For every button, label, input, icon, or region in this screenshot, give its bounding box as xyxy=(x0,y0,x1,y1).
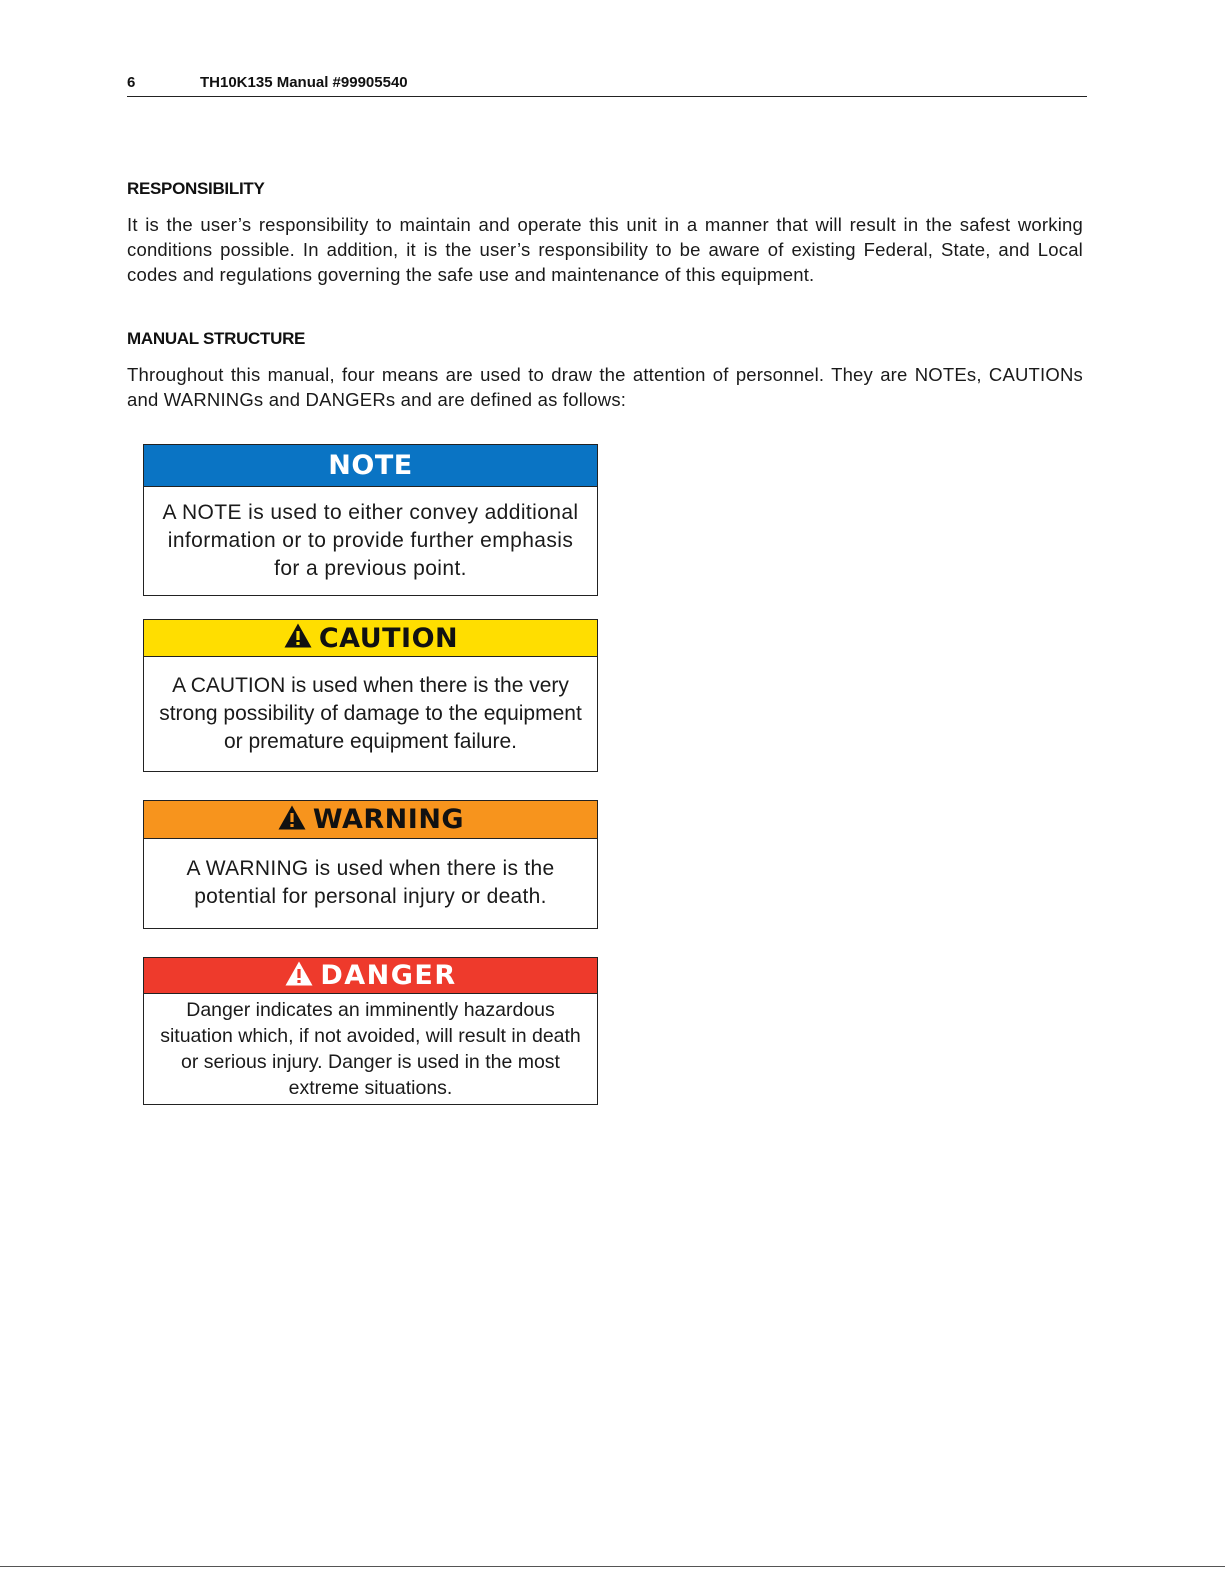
caution-notice xyxy=(143,619,598,772)
note-notice xyxy=(143,444,598,596)
bottom-divider xyxy=(0,1566,1225,1567)
warning-triangle-icon xyxy=(283,622,313,656)
note-text: A NOTE is used to either convey additional information or to provide further emphasis for a previous point. xyxy=(162,500,579,580)
danger-notice xyxy=(143,957,598,1105)
page-header xyxy=(127,72,1087,97)
caution-text: A CAUTION is used when there is the very strong possibility of damage to the equipment or premature equipment failure. xyxy=(159,673,582,753)
danger-title: DANGER xyxy=(320,960,457,991)
document-title: TH10K135 Manual #99905540 xyxy=(200,74,408,91)
caution-title: CAUTION xyxy=(318,622,459,654)
warning-triangle-icon xyxy=(277,804,307,838)
responsibility-heading: RESPONSIBILITY xyxy=(127,179,265,198)
caution-title-bar xyxy=(144,620,597,657)
note-title-bar xyxy=(144,445,597,487)
note-title: NOTE xyxy=(328,450,413,481)
warning-title-bar xyxy=(144,801,597,839)
responsibility-paragraph: It is the user’s responsibility to maintain and operate this unit in a manner that will result in the safest working conditions possible. In addition, it is the user’s responsibility to be aware of existing Federal, State, and Local codes and regulations governing the safe use and maintenance of this equipment. xyxy=(127,214,1083,285)
manual-structure-heading: MANUAL STRUCTURE xyxy=(127,329,306,348)
danger-text: Danger indicates an imminently hazardous situation which, if not avoided, will result in death or serious injury. Danger is used in the most extreme situations. xyxy=(160,998,581,1099)
warning-title: WARNING xyxy=(312,804,465,835)
danger-title-bar xyxy=(144,958,597,994)
manual-structure-paragraph: Throughout this manual, four means are used to draw the attention of personnel. They are NOTEs, CAUTIONs and WARNINGs and DANGERs and are defined as follows: xyxy=(127,364,1083,410)
warning-text: A WARNING is used when there is the potential for personal injury or death. xyxy=(186,857,555,908)
warning-triangle-icon xyxy=(284,960,314,994)
page-number: 6 xyxy=(127,74,136,91)
warning-notice xyxy=(143,800,598,929)
